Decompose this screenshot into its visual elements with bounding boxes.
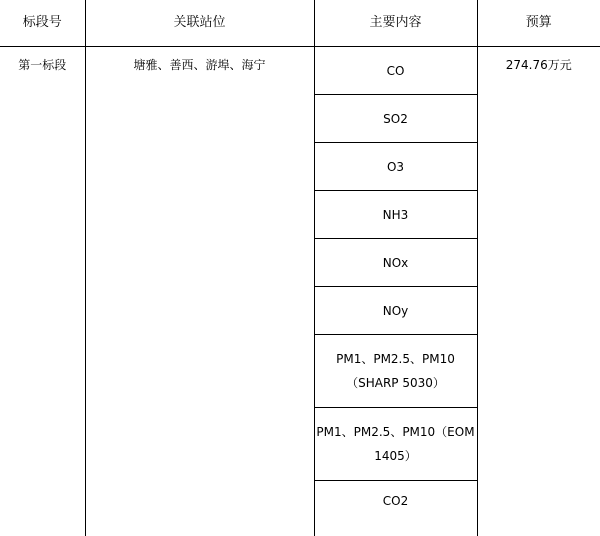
table-header-row [0, 0, 600, 47]
content-cell: SO2 [314, 95, 477, 143]
content-cell: NOy [314, 287, 477, 335]
content-cell: PM1、PM2.5、PM10（EOM 1405） [314, 408, 477, 481]
table-row [0, 47, 600, 95]
content-cell: PM1、PM2.5、PM10（SHARP 5030） [314, 335, 477, 408]
content-cell: NH3 [314, 191, 477, 239]
header-related-stations: 关联站位 [85, 0, 314, 47]
content-cell: O3 [314, 143, 477, 191]
content-cell: CO [314, 47, 477, 95]
content-cell: NOx [314, 239, 477, 287]
budget-cell: 274.76万元 [477, 47, 600, 536]
stations-cell: 塘雅、善西、游埠、海宁 [85, 47, 314, 536]
header-section-number: 标段号 [0, 0, 85, 47]
header-main-content: 主要内容 [314, 0, 477, 47]
header-budget: 预算 [477, 0, 600, 47]
content-cell: CO2 [314, 481, 477, 536]
section-cell: 第一标段 [0, 47, 85, 536]
